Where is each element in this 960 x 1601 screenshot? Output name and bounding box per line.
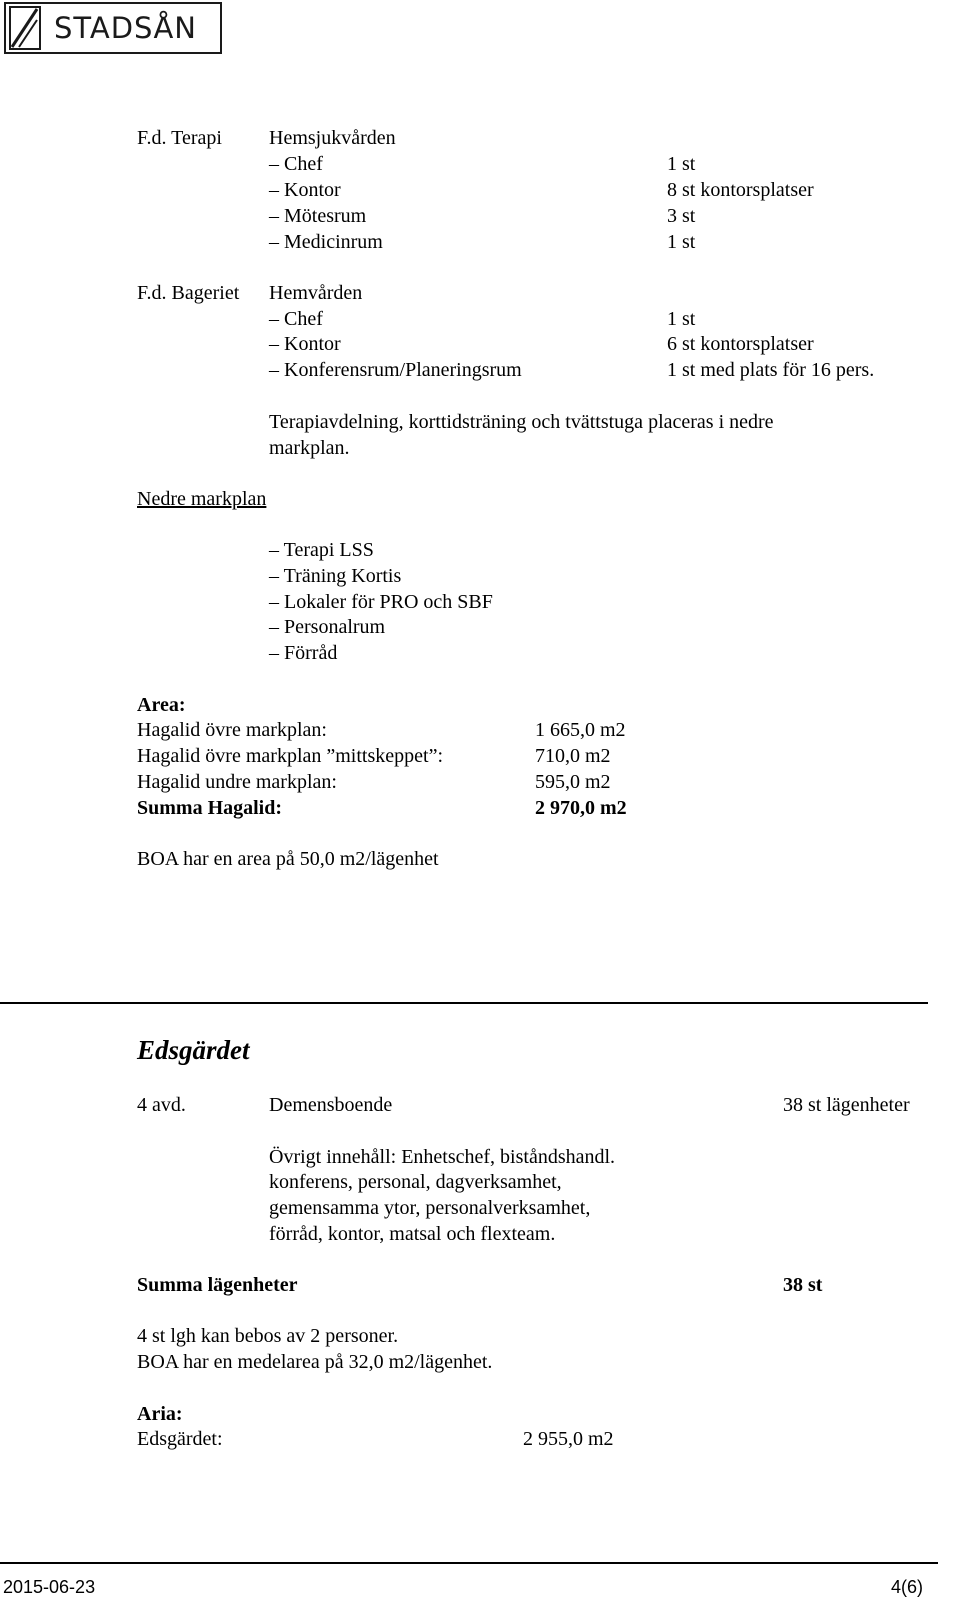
- room-count: 8 st kontorsplatser: [667, 179, 814, 201]
- other-content-line: gemensamma ytor, personalverksamhet,: [269, 1197, 591, 1219]
- footer-date: 2015-06-23: [3, 1577, 96, 1597]
- room-count: 1 st: [667, 231, 696, 253]
- area-sum-label: Summa Hagalid:: [137, 797, 283, 819]
- note-line: 4 st lgh kan bebos av 2 personer.: [137, 1325, 399, 1347]
- avd-count: 4 avd.: [137, 1094, 186, 1116]
- area-label: Hagalid övre markplan:: [137, 719, 327, 741]
- room-name: – Mötesrum: [269, 205, 367, 227]
- other-content-line: konferens, personal, dagverksamhet,: [269, 1171, 562, 1193]
- list-item: – Träning Kortis: [269, 565, 402, 587]
- section-label-fd-bageriet: F.d. Bageriet: [137, 282, 240, 304]
- aria-value: 2 955,0 m2: [523, 1428, 614, 1450]
- note-line: markplan.: [269, 437, 350, 459]
- room-name: – Kontor: [269, 179, 341, 201]
- boa-note: BOA har en area på 50,0 m2/lägenhet: [137, 848, 439, 870]
- other-content-line: Övrigt innehåll: Enhetschef, biståndshandl.: [269, 1146, 616, 1168]
- section-title-edsgardet: Edsgärdet: [137, 1035, 250, 1065]
- other-content-line: förråd, kontor, matsal och flexteam.: [269, 1223, 556, 1245]
- room-name: – Konferensrum/Planeringsrum: [269, 359, 522, 381]
- note-line: BOA har en medelarea på 32,0 m2/lägenhet.: [137, 1351, 493, 1373]
- care-type: Demensboende: [269, 1094, 393, 1116]
- footer-divider: [0, 1562, 938, 1564]
- area-value: 710,0 m2: [535, 745, 611, 767]
- apartment-count: 38 st lägenheter: [783, 1094, 910, 1116]
- area-value: 1 665,0 m2: [535, 719, 626, 741]
- heading-area: Area:: [137, 694, 186, 716]
- room-count: 1 st med plats för 16 pers.: [667, 359, 875, 381]
- heading-nedre-markplan: Nedre markplan: [137, 488, 267, 510]
- footer-page-number: 4(6): [891, 1577, 924, 1597]
- sum-apartments-value: 38 st: [783, 1274, 823, 1296]
- section-divider: [0, 1002, 928, 1004]
- aria-label: Edsgärdet:: [137, 1428, 223, 1450]
- heading-aria: Aria:: [137, 1403, 183, 1425]
- list-item: – Förråd: [269, 642, 338, 664]
- heading-hemvarden: Hemvården: [269, 282, 363, 304]
- area-value: 595,0 m2: [535, 771, 611, 793]
- area-sum-value: 2 970,0 m2: [535, 797, 627, 819]
- list-item: – Terapi LSS: [269, 539, 374, 561]
- note-line: Terapiavdelning, korttidsträning och tvättstuga placeras i nedre: [269, 411, 774, 433]
- room-name: – Chef: [269, 153, 323, 175]
- room-count: 1 st: [667, 153, 696, 175]
- section-label-fd-terapi: F.d. Terapi: [137, 127, 222, 149]
- room-count: 1 st: [667, 308, 696, 330]
- area-label: Hagalid undre markplan:: [137, 771, 337, 793]
- list-item: – Personalrum: [269, 616, 386, 638]
- room-name: – Chef: [269, 308, 323, 330]
- logo-text: STADSÅN: [54, 11, 197, 45]
- room-name: – Kontor: [269, 333, 341, 355]
- room-count: 6 st kontorsplatser: [667, 333, 814, 355]
- room-count: 3 st: [667, 205, 696, 227]
- company-logo: [4, 2, 222, 54]
- sum-apartments-label: Summa lägenheter: [137, 1274, 298, 1296]
- list-item: – Lokaler för PRO och SBF: [269, 591, 493, 613]
- area-label: Hagalid övre markplan ”mittskeppet”:: [137, 745, 444, 767]
- heading-hemsjukvarden: Hemsjukvården: [269, 127, 396, 149]
- room-name: – Medicinrum: [269, 231, 383, 253]
